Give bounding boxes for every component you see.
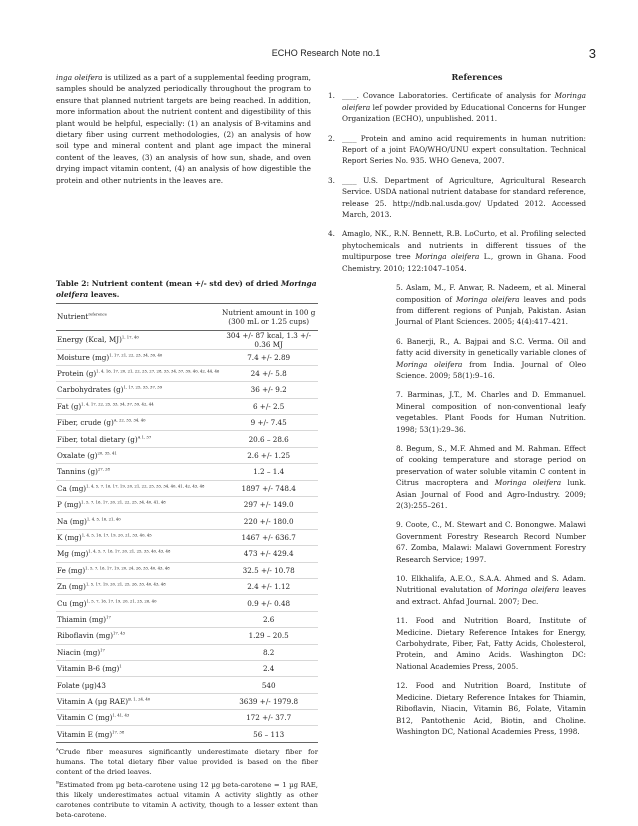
reference-item: 6. Banerji, R., A. Bajpai and S.C. Verma. Oil and fatty acid diversity in genetically variable clones of Moringa oleifera from India. Journal of Oleo Science. 2009; 58(1):9–16.	[396, 336, 586, 380]
nutrient-amount: 2.6 +/- 1.25	[219, 447, 318, 463]
nutrient-reference: 1, 17, 25, 33, 37, 39	[123, 385, 163, 391]
nutrient-amount: 20.6 – 28.6	[219, 431, 318, 447]
nutrient-reference: 17, 43	[113, 630, 126, 636]
nutrient-name: Vitamin A (µg RAE)$^{B, 1, 24, 40}$	[56, 693, 219, 709]
nutrient-amount: 2.4 +/- 1.12	[219, 578, 318, 594]
table-header-row	[56, 304, 318, 330]
intro-paragraph	[56, 72, 311, 186]
nutrient-amount: 36 +/- 9.2	[219, 382, 318, 398]
nutrient-amount: 1.29 – 20.5	[219, 628, 318, 644]
table-row	[56, 628, 318, 644]
nutrient-name: Folate (µg)43	[56, 677, 219, 693]
nutrient-name: Thiamin (mg)$^{17}$	[56, 611, 219, 627]
nutrient-reference: 1, 41, 43	[112, 712, 130, 718]
table-row	[56, 710, 318, 726]
nutrient-amount: 24 +/- 5.8	[219, 365, 318, 381]
references-plain-list	[328, 282, 586, 737]
table-row	[56, 447, 318, 463]
reference-item: 9. Coote, C., M. Stewart and C. Bonongwe. Malawi Government Forestry Research Record Number 67. Zomba, Malawi: Malawi Government Forestry Research Service; 1997.	[396, 520, 586, 564]
nutrient-reference: A 1, 37	[137, 434, 152, 440]
nutrient-name: Carbohydrates $(g)^{1, 17, 25, 33, 37, 39}$	[56, 382, 219, 398]
table-row	[56, 578, 318, 594]
nutrient-name: Oxalate $(g)^{20, 35, 41}$	[56, 447, 219, 463]
nutrient-amount: 297 +/- 149.0	[219, 497, 318, 513]
nutrient-name: K (mg)$^{1, 4, 5, 16, 17, 19, 20, 21, 33, 40, 45}$	[56, 529, 219, 545]
table-row	[56, 431, 318, 447]
table-row	[56, 546, 318, 562]
intro-italic: inga oleifera	[56, 73, 103, 82]
nutrient-reference: 17	[100, 647, 105, 653]
nutrient-name: Riboflavin (mg)$^{17, 43}$	[56, 628, 219, 644]
table-row	[56, 480, 318, 496]
table-row	[56, 726, 318, 742]
table-notes	[56, 747, 318, 820]
nutrient-name: Ca (mg)$^{1, 4, 5, 7, 16, 17, 19, 20, 21, 22, 25, 33, 34, 40, 41, 42, 43, 48}$	[56, 480, 219, 496]
table-row	[56, 330, 318, 349]
reference-item: 12. Food and Nutrition Board, Institute of Medicine. Dietary Reference Intakes for Thiamin, Riboflavin, Niacin, Vitamin B6, Folate, Vitamin B12, Pantothenic Acid, Biotin, and Choline. Washington DC, National Academies Press, 1998.	[396, 681, 586, 736]
intro-text: is utilized as a part of a supplemental feeding program, samples should be analyzed periodically throughout the program to ensure that planned nutrient targets are being reached. In addition, more information about the nutrient content and digestibility of this plant would be helpful, especially: (1) an analysis of B-vitamins and dietary fiber using current methodologies, (2) an analysis of how soil type and mineral content and plant age impact the mineral content of the leaves, (3) an analysis of how sun, shade, and oven drying impact vitamin content, (4) an analysis of how digestible the protein and other nutrients in the leaves are.	[56, 73, 311, 185]
table-row	[56, 497, 318, 513]
table-row	[56, 677, 318, 693]
nutrient-name: Mg (mg)$^{1, 4, 5, 7, 16, 17, 20, 21, 25, 33, 40, 43, 48}$	[56, 546, 219, 562]
page-number: 3	[588, 46, 596, 61]
table-row	[56, 349, 318, 365]
table-note-a: $^A$Crude fiber measures significantly underestimate dietary fiber for humans. The total dietary fiber value provided is based on the fiber content of the dried leaves.	[56, 746, 318, 776]
nutrient-name: P (mg)$^{1, 5, 7, 16, 17, 20, 21, 22, 25, 34, 40, 41, 48}$	[56, 497, 219, 513]
table-row	[56, 562, 318, 578]
nutrient-reference: 20, 35, 41	[97, 450, 117, 456]
table-row	[56, 644, 318, 660]
table-row	[56, 595, 318, 611]
nutrient-amount: 32.5 +/- 10.78	[219, 562, 318, 578]
nutrient-name: Tannins $(g)^{27, 28}$	[56, 464, 219, 480]
table-row	[56, 382, 318, 398]
nutrient-reference: A, 22, 33, 34, 40	[113, 417, 146, 423]
nutrient-amount: 304 +/- 87 kcal, 1.3 +/- 0.36 MJ	[219, 330, 318, 349]
column-header-nutrient: Nutrient$^{reference}$	[56, 304, 219, 330]
table-row	[56, 611, 318, 627]
nutrient-reference: 1, 4, 16, 17, 20, 21, 22, 25, 27, 28, 33, 34, 37, 39, 40, 42, 44, 46	[96, 368, 220, 374]
reference-item: 3. ____ U.S. Department of Agriculture, Agricultural Research Service. USDA national nutrient database for standard reference, release 25. http://ndb.nal.usda.gov/ Updated 2012. Accessed March, 2013.	[328, 175, 586, 220]
nutrient-amount: 540	[219, 677, 318, 693]
nutrient-reference: 1, 5, 7, 16, 17, 19, 20, 21, 25, 26, 40	[86, 598, 157, 604]
nutrient-name: Na (mg)$^{1, 4, 5, 16, 21, 40}$	[56, 513, 219, 529]
references-numbered-list	[328, 90, 586, 274]
nutrient-amount: 56 – 113	[219, 726, 318, 742]
table-row	[56, 365, 318, 381]
nutrient-name: Vitamin C (mg)$^{1, 41, 43}$	[56, 710, 219, 726]
nutrient-name: Fiber, total dietary $(g)^{A 1, 37}$	[56, 431, 219, 447]
nutrient-reference: 17	[106, 614, 111, 620]
table-row	[56, 464, 318, 480]
nutrient-reference: 1, 5, 17, 19, 20, 21, 25, 26, 33, 40, 43, 48	[85, 581, 166, 587]
nutrient-name: Fat $(g)^{1, 4, 17, 22, 25, 33, 34, 37, 39, 42, 44}$	[56, 398, 219, 414]
nutrient-name: Fiber, crude $(g)^{A, 22, 33, 34, 40}$	[56, 415, 219, 431]
document-title: ECHO Research Note no.1	[271, 48, 381, 58]
nutrient-amount: 0.9 +/- 0.48	[219, 595, 318, 611]
references-section	[328, 72, 586, 745]
reference-item: 7. Barminas, J.T., M. Charles and D. Emmanuel. Mineral composition of non-conventional leafy vegetables. Plant Foods for Human Nutrition. 1998; 53(1):29–36.	[396, 390, 586, 434]
reference-item: 11. Food and Nutrition Board, Institute of Medicine. Dietary Reference Intakes for Energy, Carbohydrate, Fiber, Fat, Fatty Acids, Cholesterol, Protein, and Amino Acids. Washington DC: National Academies Press, 2005.	[396, 616, 586, 671]
nutrient-amount: 2.4	[219, 660, 318, 676]
nutrient-reference: 1, 4, 5, 7, 16, 17, 20, 21, 25, 33, 40, 43, 48	[88, 548, 171, 554]
nutrient-amount: 1.2 – 1.4	[219, 464, 318, 480]
table-caption: Table 2: Nutrient content (mean +/- std dev) of dried Moringa oleifera leaves.	[56, 278, 318, 304]
nutrient-name: Cu (mg)$^{1, 5, 7, 16, 17, 19, 20, 21, 25, 26, 40}$	[56, 595, 219, 611]
references-title: References	[451, 72, 503, 82]
table-row	[56, 415, 318, 431]
nutrient-amount: 3639 +/- 1979.8	[219, 693, 318, 709]
nutrient-reference: 1, 4, 5, 7, 16, 17, 19, 20, 21, 22, 25, 33, 34, 40, 41, 42, 43, 48	[86, 483, 205, 489]
nutrient-reference: 1, 17, 21, 22, 23, 34, 39, 40	[109, 352, 163, 358]
nutrient-name: Protein $(g)^{1, 4, 16, 17, 20, 21, 22, 25, 27, 28, 33, 34, 37, 39, 40, 42, 44, 46}$	[56, 365, 219, 381]
table-row	[56, 398, 318, 414]
table-row	[56, 693, 318, 709]
nutrient-amount: 220 +/- 180.0	[219, 513, 318, 529]
nutrient-amount: 473 +/- 429.4	[219, 546, 318, 562]
nutrient-amount: 1897 +/- 748.4	[219, 480, 318, 496]
nutrient-reference: 1, 17, 40	[121, 334, 139, 340]
nutrient-amount: 6 +/- 2.5	[219, 398, 318, 414]
nutrient-reference: 27, 28	[97, 467, 110, 473]
table-row	[56, 513, 318, 529]
reference-item: 8. Begum, S., M.F. Ahmed and M. Rahman. Effect of cooking temperature and storage period on preservation of water soluble vitamin C content in Citrus macroptera and Moringa oleifera lunk. Asian Journal of Food and Agro-Industry. 2009; 2(3):255–261.	[396, 443, 586, 510]
nutrient-table-section	[56, 278, 318, 823]
nutrient-name: Vitamin B-6 (mg)$^1$	[56, 660, 219, 676]
reference-item: 2. ____ Protein and amino acid requirements in human nutrition: Report of a joint FAO/WHO/UNU expert consultation. Technical Report Series No. 935. WHO Geneva, 2007.	[328, 133, 586, 166]
nutrient-amount: 7.4 +/- 2.89	[219, 349, 318, 365]
nutrient-name: Fe (mg)$^{1, 5, 7, 16, 17, 19, 20, 24, 26, 33, 40, 43, 48}$	[56, 562, 219, 578]
nutrient-reference: 1	[119, 663, 122, 669]
nutrient-name: Energy (Kcal, MJ)$^{1, 17, 40}$	[56, 330, 219, 349]
nutrient-table	[56, 304, 318, 743]
nutrient-amount: 2.6	[219, 611, 318, 627]
nutrient-amount: 8.2	[219, 644, 318, 660]
nutrient-amount: 1467 +/- 636.7	[219, 529, 318, 545]
nutrient-name: Zn (mg)$^{1, 5, 17, 19, 20, 21, 25, 26, 33, 40, 43, 48}$	[56, 578, 219, 594]
nutrient-reference: 1, 4, 17, 22, 25, 33, 34, 37, 39, 42, 44	[81, 401, 154, 407]
nutrient-amount: 9 +/- 7.45	[219, 415, 318, 431]
nutrient-reference: B, 1, 24, 40	[128, 696, 151, 702]
nutrient-amount: 172 +/- 37.7	[219, 710, 318, 726]
reference-item: 5. Aslam, M., F. Anwar, R. Nadeem, et al. Mineral composition of Moringa oleifera leaves and pods from different regions of Punjab, Pakistan. Asian Journal of Plant Sciences. 2005; 4(4):417–421.	[396, 283, 586, 327]
nutrient-reference: 17, 38	[112, 729, 125, 735]
page-header	[56, 48, 596, 62]
reference-item: 1. ____. Covance Laboratories. Certificate of analysis for Moringa oleifera lef powder provided by Educational Concerns for Hunger Organization (ECHO), unpublished. 2011.	[328, 91, 586, 124]
nutrient-reference: 1, 5, 7, 16, 17, 19, 20, 24, 26, 33, 40, 43, 48	[85, 565, 170, 571]
table-row	[56, 660, 318, 676]
nutrient-reference: 1, 5, 7, 16, 17, 20, 21, 22, 25, 34, 40, 41, 48	[81, 499, 166, 505]
reference-item: 10. Elkhalifa, A.E.O., S.A.A. Ahmed and S. Adam. Nutritional evalutation of Moringa oleifera leaves and extract. Ahfad Journal. 2007; Dec.	[396, 574, 586, 606]
nutrient-name: Niacin (mg)$^{17}$	[56, 644, 219, 660]
nutrient-reference: 1, 4, 5, 16, 21, 40	[86, 516, 121, 522]
column-header-amount: Nutrient amount in 100 g (300 mL or 1.25 cups)	[219, 304, 318, 330]
nutrient-name: Vitamin E (mg)$^{17, 38}$	[56, 726, 219, 742]
table-row	[56, 529, 318, 545]
reference-item: 4. Amaglo, NK., R.N. Bennett, R.B. LoCurto, et al. Profiling selected phytochemicals and nutrients in different tissues of the multipurpose tree Moringa oleifera L., grown in Ghana. Food Chemistry. 2010; 122:1047–1054.	[328, 229, 586, 273]
table-note-b: $^B$Estimated from µg beta-carotene using 12 µg beta-carotene = 1 µg RAE, this likely underestimates actual vitamin A activity slightly as other carotenes contribute to vitamin A activity, though to a lesser extent than beta-carotene.	[56, 779, 318, 819]
nutrient-reference: 1, 4, 5, 16, 17, 19, 20, 21, 33, 40, 45	[81, 532, 152, 538]
nutrient-name: Moisture (mg)$^{1, 17, 21, 22, 23, 34, 39, 40}$	[56, 349, 219, 365]
